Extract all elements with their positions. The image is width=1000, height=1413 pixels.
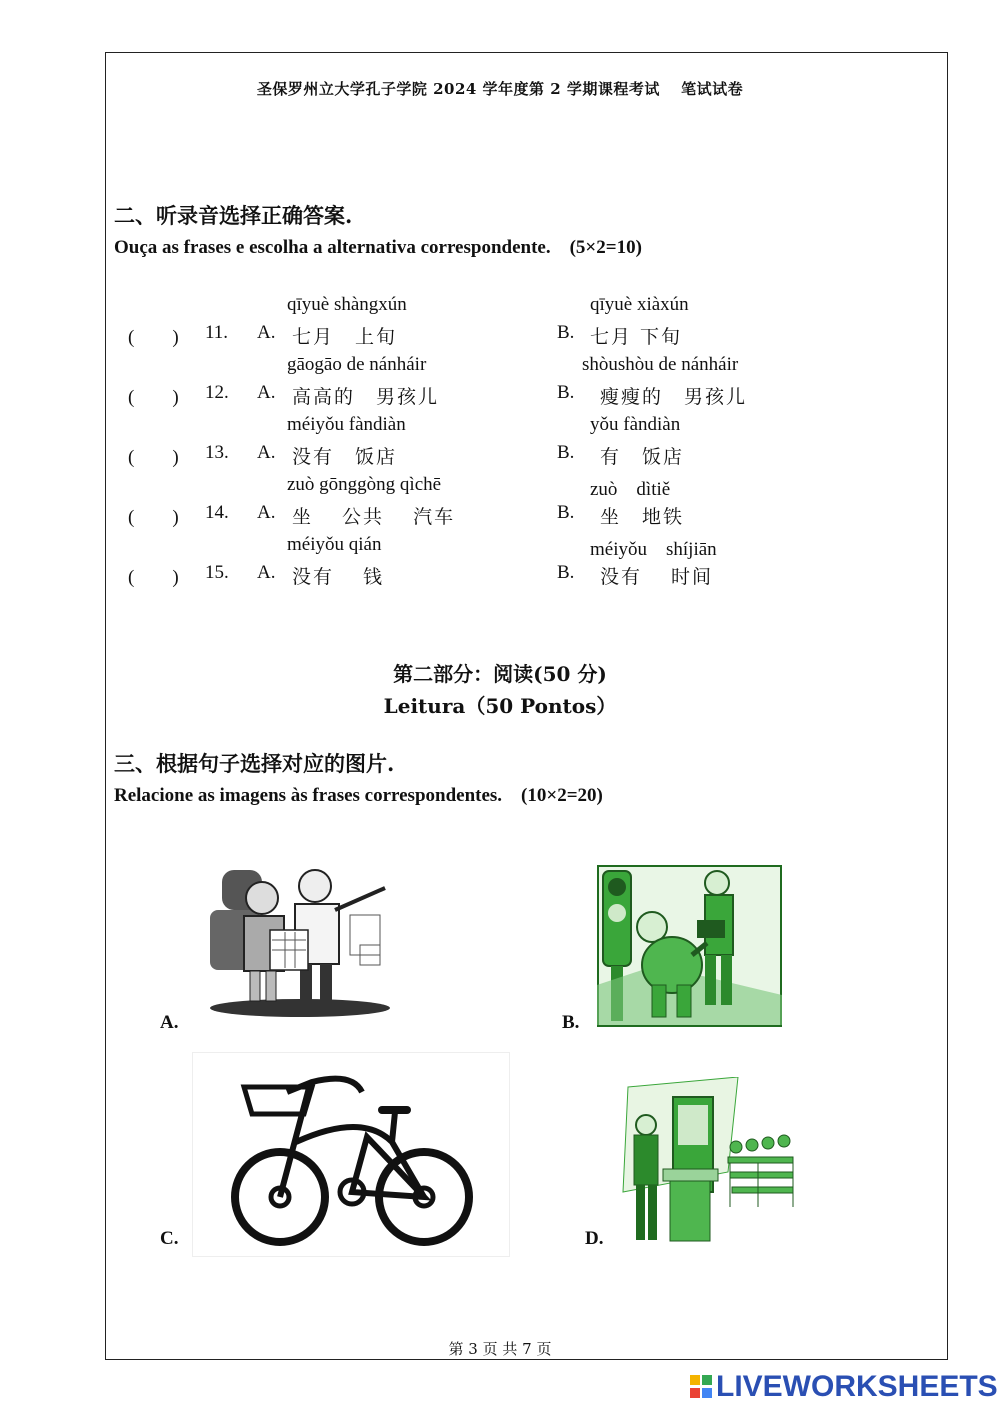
option-b-label: B.	[557, 442, 575, 463]
option-b-pinyin: shòushòu de nánháir	[582, 354, 739, 375]
question-number: 13.	[205, 442, 229, 463]
part2-title: 第二部分：阅读(50 分)	[393, 662, 607, 686]
answer-bracket[interactable]: ( )	[128, 567, 179, 588]
option-b-pinyin: zuò dìtiě	[590, 479, 671, 500]
option-a-text: 坐 公共 汽车	[292, 506, 456, 528]
liveworksheets-logo-text: LIVEWORKSHEETS	[716, 1370, 998, 1403]
option-b-label: B.	[557, 562, 575, 583]
exam-header: 圣保罗州立大学孔子学院 2024 学年度第 2 学期课程考试 笔试试卷	[256, 80, 744, 98]
liveworksheets-logo-icon	[690, 1375, 712, 1399]
option-a-pinyin: zuò gōnggòng qìchē	[287, 474, 442, 495]
option-a-label: A.	[257, 502, 276, 523]
option-b-pinyin: qīyuè xiàxún	[590, 294, 689, 315]
page-footer: 第 3 页 共 7 页	[448, 1340, 552, 1358]
part2-subtitle: Leitura（50 Pontos）	[383, 694, 617, 718]
image-c-label: C.	[160, 1228, 179, 1249]
option-b-pinyin: yǒu fàndiàn	[590, 414, 681, 435]
option-a-pinyin: méiyǒu qián	[287, 534, 382, 555]
section2-title: 二、听录音选择正确答案.	[114, 203, 353, 228]
section3-subtitle: Relacione as imagens às frases correspondentes. (10×2=20)	[114, 785, 603, 806]
image-a-label: A.	[160, 1012, 179, 1033]
bicycle-illustration	[192, 1052, 510, 1257]
option-b-label: B.	[557, 322, 575, 343]
option-a-label: A.	[257, 382, 276, 403]
tourists-map-illustration	[200, 860, 400, 1020]
option-b-label: B.	[557, 502, 575, 523]
option-a-text: 没有 钱	[292, 566, 385, 588]
section2-subtitle: Ouça as frases e escolha a alternativa correspondente. (5×2=10)	[114, 237, 642, 258]
option-a-text: 七月 上旬	[292, 326, 398, 348]
option-b-label: B.	[557, 382, 575, 403]
answer-bracket[interactable]: ( )	[128, 507, 179, 528]
option-a-label: A.	[257, 562, 276, 583]
answer-bracket[interactable]: ( )	[128, 447, 179, 468]
image-b-label: B.	[562, 1012, 580, 1033]
option-a-pinyin: qīyuè shàngxún	[287, 294, 407, 315]
classroom-teacher-illustration	[618, 1077, 798, 1247]
answer-bracket[interactable]: ( )	[128, 327, 179, 348]
option-b-text: 坐 地铁	[600, 506, 685, 528]
option-b-text: 有 饭店	[600, 446, 685, 468]
option-a-pinyin: méiyǒu fàndiàn	[287, 414, 406, 435]
men-handshake-illustration	[597, 865, 782, 1027]
question-number: 15.	[205, 562, 229, 583]
section3-title: 三、根据句子选择对应的图片.	[114, 751, 395, 776]
option-a-pinyin: gāogāo de nánháir	[287, 354, 427, 375]
option-b-text: 没有 时间	[600, 566, 714, 588]
image-d-label: D.	[585, 1228, 604, 1249]
option-a-label: A.	[257, 442, 276, 463]
option-b-text: 瘦瘦的 男孩儿	[600, 386, 748, 408]
question-number: 12.	[205, 382, 229, 403]
liveworksheets-logo	[690, 1370, 998, 1404]
option-b-pinyin: méiyǒu shíjiān	[590, 539, 717, 560]
option-a-text: 没有 饭店	[292, 446, 398, 468]
question-number: 11.	[205, 322, 229, 343]
option-a-label: A.	[257, 322, 276, 343]
option-a-text: 高高的 男孩儿	[292, 386, 440, 408]
answer-bracket[interactable]: ( )	[128, 387, 179, 408]
option-b-text: 七月 下旬	[590, 326, 683, 348]
question-number: 14.	[205, 502, 229, 523]
